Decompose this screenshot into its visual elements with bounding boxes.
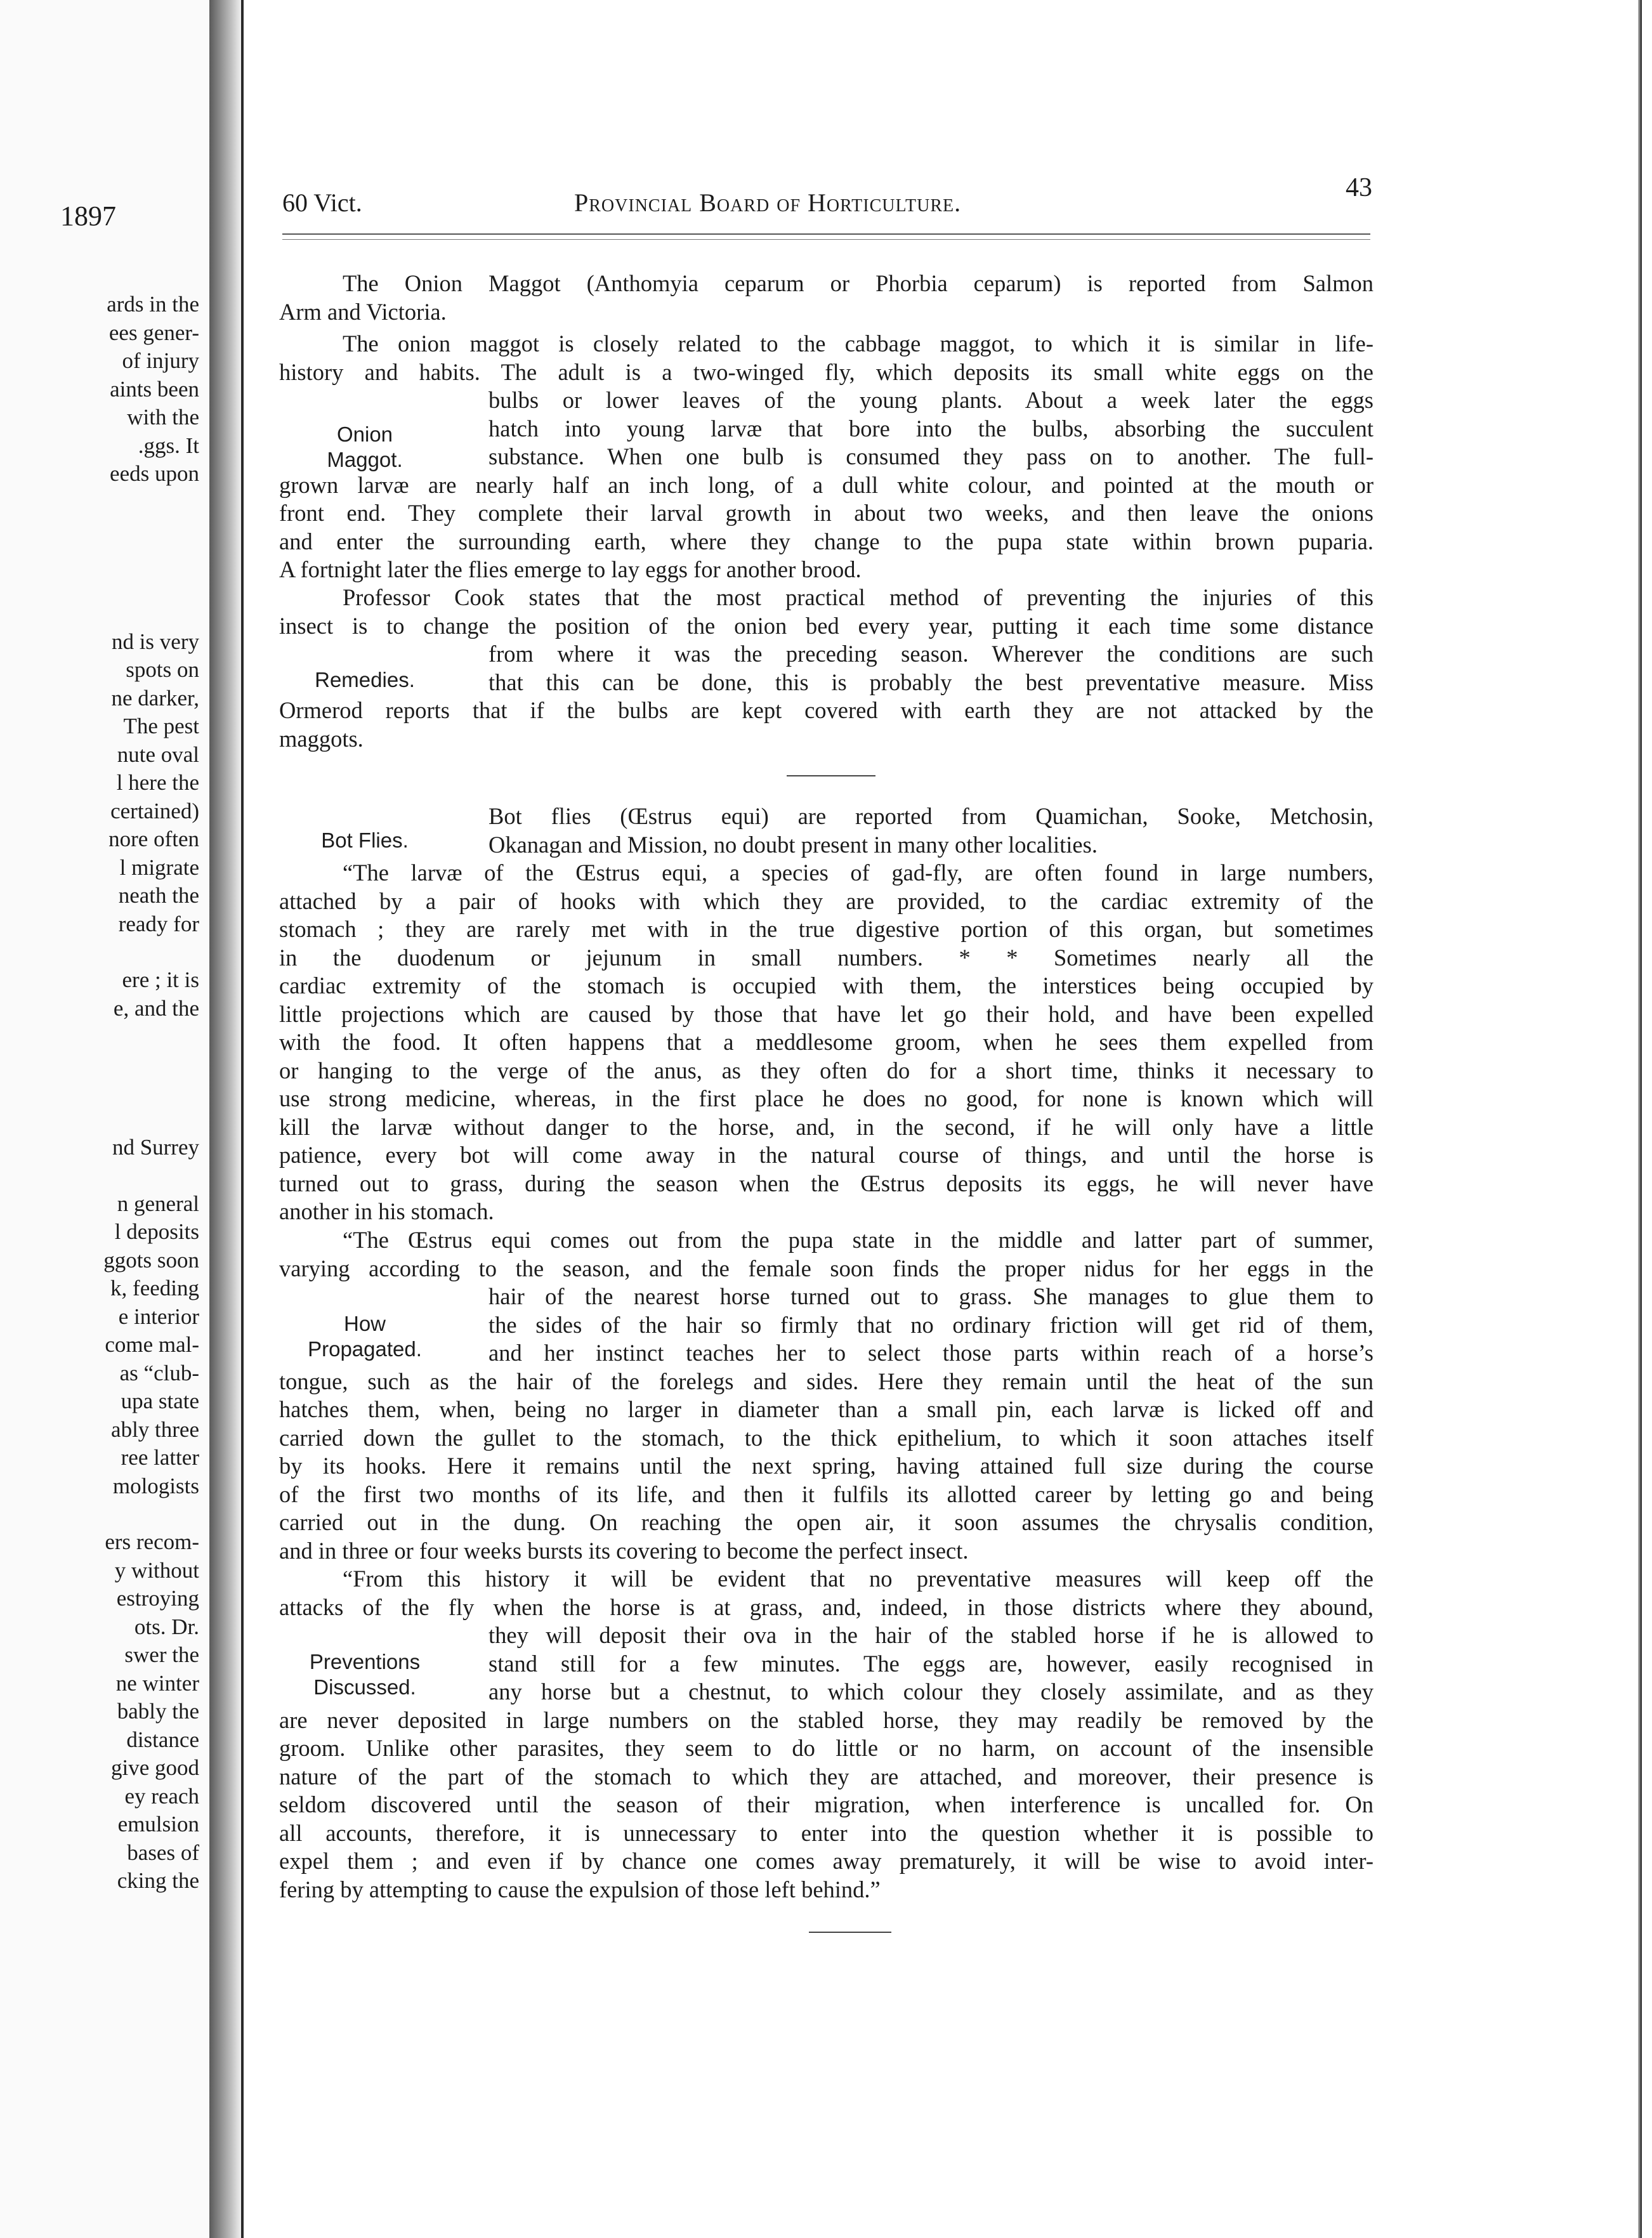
left-line: ready for [118,911,199,936]
left-line: e interior [118,1304,199,1329]
text-line: attacks of the fly when the horse is at grass, and, indeed, in those districts where they abound, [279,1593,1373,1620]
left-line: ere ; it is [122,967,199,992]
text-line: tongue, such as the hair of the forelegs and sides. Here they remain until the heat of the sun [279,1368,1373,1394]
text-line: of the first two months of its life, and then it fulfils its allotted career by letting go and being [279,1481,1373,1507]
sidenote-how-propagated [279,1311,450,1362]
left-line: of injury [122,348,199,373]
left-line: ree latter [121,1445,199,1470]
text-line: hair of the nearest horse turned out to grass. She manages to glue them to [488,1283,1373,1309]
left-line: as “club- [119,1360,199,1385]
sidenote-line: Propagated. [308,1337,422,1361]
left-line: mologists [112,1473,199,1498]
left-line: l migrate [119,854,199,880]
left-line: .ggs. It [138,433,199,458]
text-line: Arm and Victoria. [279,298,447,325]
left-page-year: 1897 [60,200,116,232]
text-line: that this can be done, this is probably the best preventative measure. Miss [488,669,1373,695]
text-line: turned out to grass, during the season when the Œstrus deposits its eggs, he will never have [279,1170,1373,1196]
sidenote-preventions [279,1649,450,1700]
left-line: ards in the [107,292,199,317]
text-line: stomach ; they are rarely met with in the true digestive portion of this organ, but sometimes [279,916,1373,942]
text-line: The Onion Maggot (Anthomyia ceparum or Phorbia ceparum) is reported from Salmon [343,270,1373,296]
text-line: the sides of the hair so firmly that no ordinary friction will get rid of them, [488,1311,1373,1338]
left-line: n general [117,1191,199,1216]
left-line: ees gener- [108,320,199,345]
text-line: by its hooks. Here it remains until the next spring, having attained full size during the course [279,1453,1373,1479]
text-line: attached by a pair of hooks with which they are provided, to the cardiac extremity of the [279,887,1373,914]
text-line: groom. Unlike other parasites, they seem to do little or no harm, on account of the insensible [279,1735,1373,1761]
sidenote-line: How [343,1312,386,1335]
left-line: neath the [118,883,199,908]
left-line: k, feeding [110,1276,199,1300]
left-line: l here the [116,770,199,795]
book-binding-gutter [209,0,241,2238]
text-line: carried down the gullet to the stomach, to the thick epithelium, to which it soon attaches itself [279,1424,1373,1451]
bot-flies-quote-2 [279,1226,1373,1565]
page-edge [241,0,244,2238]
text-line: seldom discovered until the season of their migration, when interference is uncalled for. On [279,1791,1373,1817]
left-line: spots on [126,657,199,682]
text-line: patience, every bot will come away in the natural course of things, and until the horse is [279,1142,1373,1168]
header-rule [282,239,1370,240]
left-line: cking the [117,1868,199,1893]
text-line: Professor Cook states that the most practical method of preventing the injuries of this [343,584,1373,610]
text-line: they will deposit their ova in the hair of the stabled horse if he is allowed to [488,1622,1373,1648]
text-line: Ormerod reports that if the bulbs are kept covered with earth they are not attacked by the [279,697,1373,723]
left-line: ne winter [115,1670,199,1696]
text-line: fering by attempting to cause the expulsion of those left behind.” [279,1876,881,1902]
left-line: ey reach [124,1783,199,1809]
text-line: substance. When one bulb is consumed they pass on to another. The full- [488,443,1373,469]
text-line: and her instinct teaches her to select those parts within reach of a horse’s [488,1340,1373,1366]
text-line: any horse but a chestnut, to which colour they closely assimilate, and as they [488,1678,1373,1705]
text-line: nature of the part of the stomach to which they are attached, and moreover, their presence is [279,1763,1373,1790]
left-line: estroying [116,1586,199,1611]
sidenote-line: Discussed. [313,1675,416,1699]
text-line: grown larvæ are nearly half an inch long, of a dull white colour, and pointed at the mouth or [279,471,1373,498]
text-line: or hanging to the verge of the anus, as they often do for a short time, thinks it necessary to [279,1057,1373,1083]
session-label: 60 Vict. [282,188,362,217]
text-line: “The larvæ of the Œstrus equi, a species of gad-fly, are often found in large numbers, [343,860,1373,886]
text-line: kill the larvæ without danger to the horse, and, in the second, if he will only have a little [279,1113,1373,1140]
left-facing-page [0,0,209,2238]
left-line: give good [110,1755,199,1780]
bot-flies-quote-1 [279,859,1373,1226]
sidenote-line: Preventions [309,1650,421,1673]
text-line: maggots. [279,725,364,752]
left-line: certained) [110,798,199,823]
left-line: l deposits [114,1219,199,1244]
text-line: and enter the surrounding earth, where they change to the pupa state within brown puparia. [279,528,1373,554]
left-line: upa state [121,1389,199,1413]
sidenote-remedies [279,667,450,693]
section-divider [787,775,875,776]
left-line: nd is very [111,629,199,654]
running-head [282,173,1380,222]
left-line: bases of [127,1840,199,1865]
text-line: expel them ; and even if by chance one comes away prematurely, it will be wise to avoid inter- [279,1848,1373,1874]
text-line: Okanagan and Mission, no doubt present in many other localities. [488,831,1098,858]
sidenote-onion-maggot [279,422,450,473]
text-line: and in three or four weeks bursts its covering to become the perfect insect. [279,1537,969,1564]
text-line: hatches them, when, being no larger in diameter than a small pin, each larvæ is licked off and [279,1396,1373,1422]
text-line: all accounts, therefore, it is unnecessary to enter into the question whether it is possible to [279,1819,1373,1846]
text-line: with the food. It often happens that a meddlesome groom, when he sees them expelled from [279,1029,1373,1055]
text-line: Bot flies (Œstrus equi) are reported from Quamichan, Sooke, Metchosin, [488,803,1373,829]
left-line: e, and the [113,995,199,1021]
left-page-text [103,291,199,1895]
left-line: emulsion [117,1812,199,1836]
left-line: nore often [108,827,199,851]
text-line: another in his stomach. [279,1198,494,1224]
left-line: y without [114,1557,199,1583]
text-line: carried out in the dung. On reaching the open air, it soon assumes the chrysalis condition, [279,1509,1373,1535]
sidenote-line: Maggot. [327,448,403,471]
text-line: varying according to the season, and the female soon finds the proper nidus for her eggs in the [279,1255,1373,1281]
left-line: bably the [117,1699,199,1724]
bot-flies-quote-3 [279,1565,1373,1904]
section-divider [809,1932,891,1933]
text-line: from where it was the preceding season. Wherever the conditions are such [488,641,1373,667]
left-line: with the [127,405,199,429]
sidenote-line: Remedies. [315,668,415,691]
text-line: hatch into young larvæ that bore into the bulbs, absorbing the succulent [488,415,1373,442]
text-line: front end. They complete their larval growth in about two weeks, and then leave the onions [279,500,1373,526]
sidenote-line: Bot Flies. [321,828,409,852]
left-line: The pest [123,714,199,738]
left-line: eeds upon [110,461,199,486]
page-number: 43 [1346,173,1372,202]
left-line: aints been [110,376,199,402]
text-line: A fortnight later the flies emerge to lay eggs for another brood. [279,556,862,582]
text-line: stand still for a few minutes. The eggs are, however, easily recognised in [488,1650,1373,1677]
right-page-edge [1638,0,1642,2238]
left-line: nd Surrey [112,1135,199,1160]
page-title: Provincial Board of Horticulture. [574,188,962,217]
left-line: ggots soon [103,1247,199,1273]
left-line: swer the [124,1642,199,1667]
text-line: use strong medicine, whereas, in the first place he does no good, for none is known which will [279,1085,1373,1111]
text-line: “From this history it will be evident that no preventative measures will keep off the [343,1566,1373,1592]
left-line: ably three [111,1417,199,1442]
text-line: insect is to change the position of the onion bed every year, putting it each time some distance [279,612,1373,639]
text-line: history and habits. The adult is a two-winged fly, which deposits its small white eggs on the [279,358,1373,385]
text-line: are never deposited in large numbers on the stabled horse, they may readily be removed by the [279,1706,1373,1733]
text-line: bulbs or lower leaves of the young plants. About a week later the eggs [488,387,1373,413]
left-line: distance [126,1727,199,1752]
text-line: in the duodenum or jejunum in small numbers. * * Sometimes nearly all the [279,944,1373,971]
onion-maggot-intro [279,270,1373,326]
text-line: cardiac extremity of the stomach is occupied with them, the interstices being occupied by [279,972,1373,998]
text-line: little projections which are caused by those that have let go their hold, and have been expelled [279,1000,1373,1027]
left-line: ers recom- [105,1529,199,1554]
sidenote-line: Onion [336,422,393,446]
text-line: The onion maggot is closely related to the cabbage maggot, to which it is similar in life- [343,330,1373,357]
left-line: ots. Dr. [134,1614,199,1639]
sidenote-bot-flies [279,828,450,853]
header-rule [282,233,1370,235]
left-line: ne darker, [111,685,199,710]
text-line: “The Œstrus equi comes out from the pupa state in the middle and latter part of summer, [343,1227,1373,1253]
left-line: nute oval [117,742,199,767]
left-line: come mal- [105,1332,199,1357]
